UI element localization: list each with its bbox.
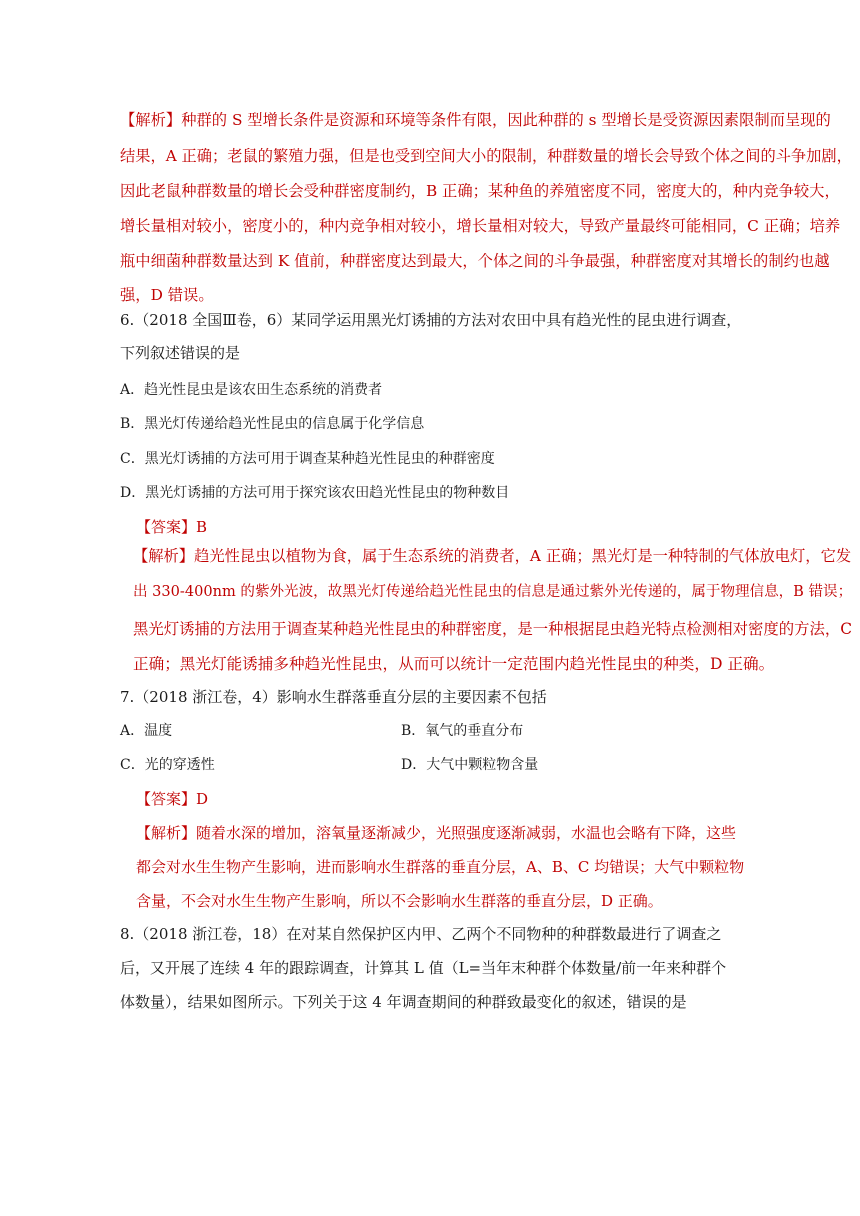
analysis-line: 【解析】随着水深的增加，溶氧量逐渐减少，光照强度逐渐减弱，水温也会略有下降，这些 [136, 824, 737, 842]
option-c: C．黑光灯诱捕的方法可用于调查某种趋光性昆虫的种群密度 [120, 451, 495, 467]
option-b: B．氧气的垂直分布 [401, 723, 524, 739]
option-b: B．黑光灯传递给趋光性昆虫的信息属于化学信息 [120, 416, 425, 432]
answer-label: 【答案】D [136, 790, 209, 808]
question-stem: 后，又开展了连续 4 年的跟踪调查，计算其 L 值（L=当年末种群个体数量/前一年来种群个 [120, 959, 727, 977]
analysis-line: 增长量相对较小，密度小的，种内竞争相对较小，增长量相对较大，导致产量最终可能相同，C 正确；培养 [120, 217, 841, 235]
analysis-line: 都会对水生生物产生影响，进而影响水生群落的垂直分层，A、B、C 均错误；大气中颗粒物 [136, 858, 745, 876]
analysis-line: 含量，不会对水生生物产生影响，所以不会影响水生群落的垂直分层，D 正确。 [136, 892, 663, 910]
analysis-line: 黑光灯诱捕的方法用于调查某种趋光性昆虫的种群密度，是一种根据昆虫趋光特点检测相对密度的方法，C [133, 620, 853, 638]
analysis-line: 出 330-400nm 的紫外光波，故黑光灯传递给趋光性昆虫的信息是通过紫外光传递的，属于物理信息，B 错误； [133, 583, 853, 600]
question-stem: 6.（2018 全国Ⅲ卷，6）某同学运用黑光灯诱捕的方法对农田中具有趋光性的昆虫进行调查， [120, 311, 742, 329]
option-d: D．大气中颗粒物含量 [401, 757, 539, 773]
option-a: A．趋光性昆虫是该农田生态系统的消费者 [120, 382, 383, 398]
option-d: D．黑光灯诱捕的方法可用于探究该农田趋光性昆虫的物种数目 [120, 485, 510, 501]
question-stem: 体数量），结果如图所示。下列关于这 4 年调查期间的种群致最变化的叙述，错误的是 [120, 993, 687, 1011]
option-c: C．光的穿透性 [120, 757, 215, 773]
question-stem: 8.（2018 浙江卷，18）在对某自然保护区内甲、乙两个不同物种的种群数最进行了调查之 [120, 925, 722, 943]
answer-label: 【答案】B [136, 518, 208, 536]
analysis-line: 强，D 错误。 [120, 286, 214, 304]
analysis-line: 结果，A 正确；老鼠的繁殖力强，但是也受到空间大小的限制，种群数量的增长会导致个体之间的斗争加剧， [120, 147, 852, 165]
question-stem: 下列叙述错误的是 [120, 344, 241, 362]
analysis-line: 【解析】种群的 S 型增长条件是资源和环境等条件有限，因此种群的 s 型增长是受资源因素限制而呈现的 [120, 111, 831, 129]
analysis-line: 正确；黑光灯能诱捕多种趋光性昆虫，从而可以统计一定范围内趋光性昆虫的种类，D 正确。 [133, 655, 775, 673]
analysis-line: 瓶中细菌种群数量达到 K 值前，种群密度达到最大，个体之间的斗争最强，种群密度对其增长的制约也越 [120, 252, 830, 270]
analysis-line: 【解析】趋光性昆虫以植物为食，属于生态系统的消费者，A 正确；黑光灯是一种特制的气体放电灯，它发 [133, 547, 852, 565]
analysis-line: 因此老鼠种群数量的增长会受种群密度制约，B 正确；某种鱼的养殖密度不同，密度大的，种内竞争较大， [120, 182, 840, 200]
option-a: A．温度 [120, 723, 173, 739]
question-stem: 7.（2018 浙江卷，4）影响水生群落垂直分层的主要因素不包括 [120, 688, 547, 706]
